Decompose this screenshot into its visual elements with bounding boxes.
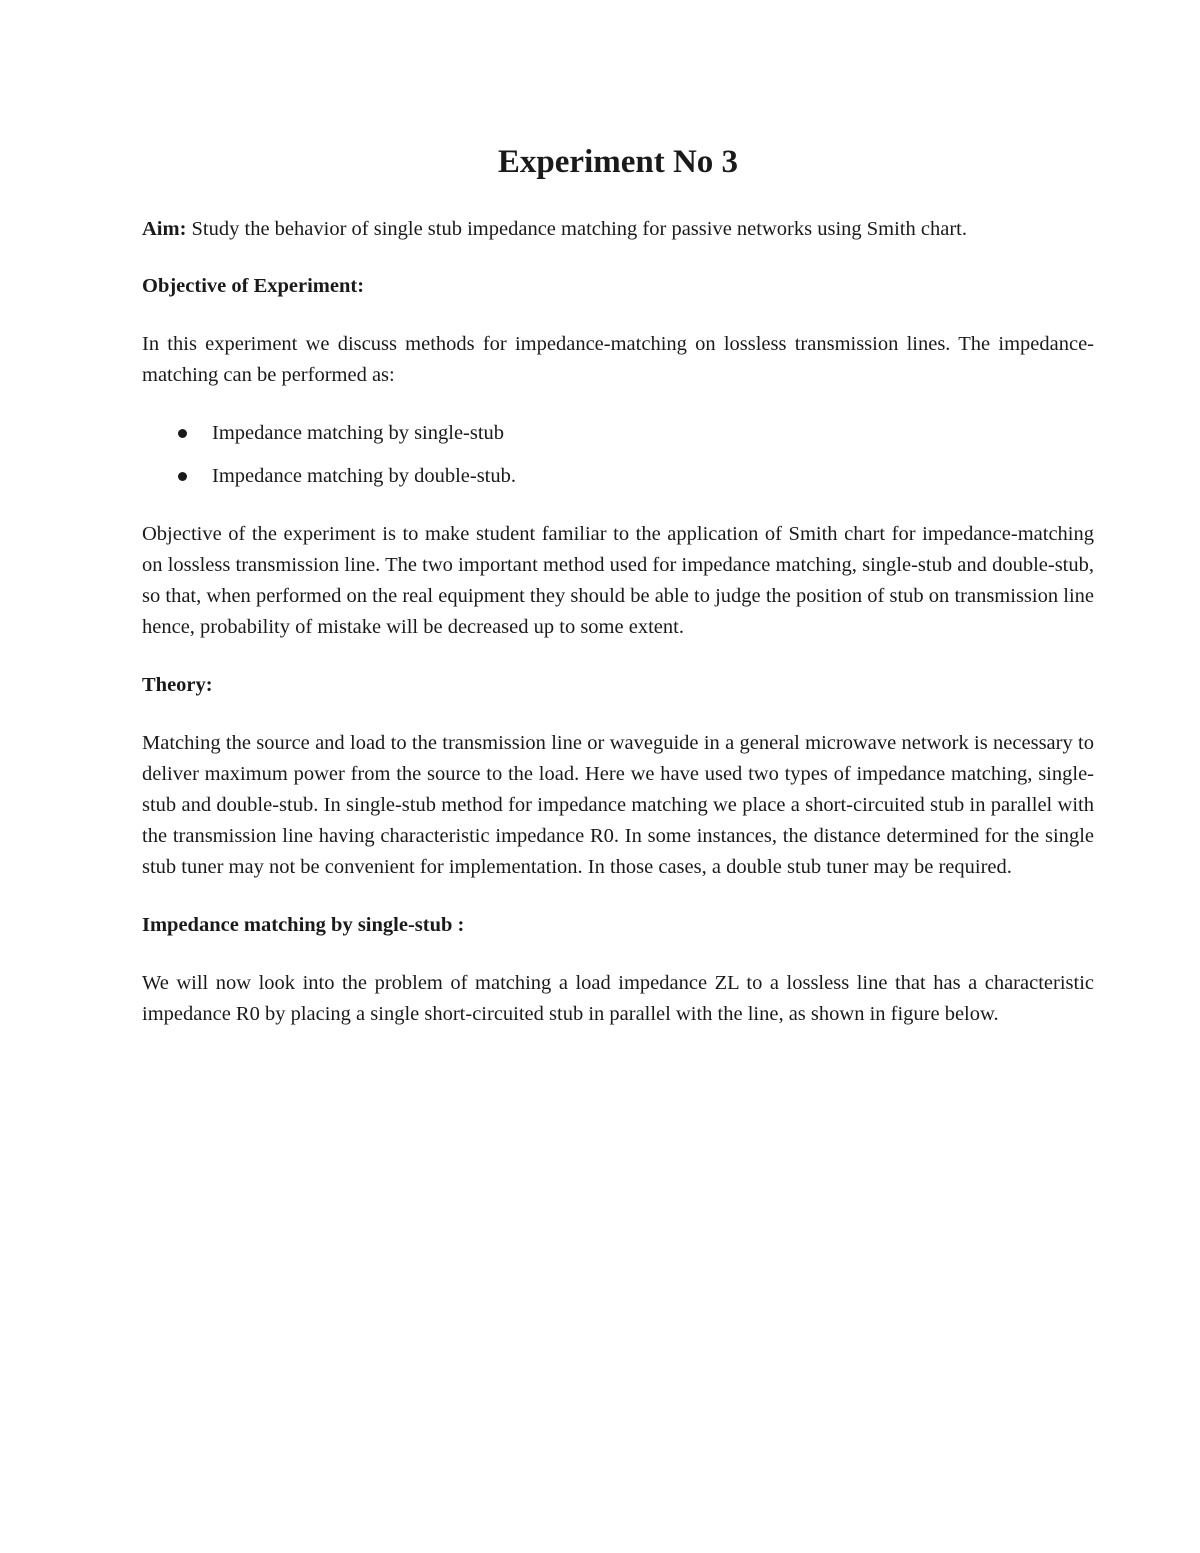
aim-label: Aim: <box>142 218 187 240</box>
page-title: Experiment No 3 <box>497 144 739 180</box>
single-stub-heading: Impedance matching by single-stub : <box>142 914 465 936</box>
bullet-icon <box>178 472 187 481</box>
list-item <box>142 461 1094 492</box>
document-page <box>142 140 1094 1030</box>
objective-heading: Objective of Experiment: <box>142 275 365 297</box>
theory-heading: Theory: <box>142 674 213 696</box>
aim-text: Study the behavior of single stub impedance matching for passive networks using Smith chart. <box>186 218 967 240</box>
list-item-text: Impedance matching by single-stub <box>212 422 505 444</box>
list-item-text: Impedance matching by double-stub. <box>212 465 516 487</box>
single-stub-paragraph: We will now look into the problem of matching a load impedance ZL to a lossless line that has a characteristic impedance R0 by placing a single short-circuited stub in parallel with the line, as shown in figure below. <box>142 972 1094 1025</box>
aim-paragraph <box>142 214 1094 245</box>
method-list <box>142 418 1094 492</box>
list-item <box>142 418 1094 449</box>
objective-paragraph: Objective of the experiment is to make student familiar to the application of Smith chart for impedance-matching on lossless transmission line. The two important method used for impedance matching, single-stub and double-stub, so that, when performed on the real equipment they should be able to judge the position of stub on transmission line hence, probability of mistake will be decreased up to some extent. <box>142 523 1094 638</box>
bullet-icon <box>178 429 187 438</box>
theory-paragraph: Matching the source and load to the transmission line or waveguide in a general microwave network is necessary to deliver maximum power from the source to the load. Here we have used two types of impedance matching, single-stub and double-stub. In single-stub method for impedance matching we place a short-circuited stub in parallel with the transmission line having characteristic impedance R0. In some instances, the distance determined for the single stub tuner may not be convenient for implementation. In those cases, a double stub tuner may be required. <box>142 732 1094 878</box>
intro-paragraph: In this experiment we discuss methods for impedance-matching on lossless transmission lines. The impedance-matching can be performed as: <box>142 333 1094 386</box>
